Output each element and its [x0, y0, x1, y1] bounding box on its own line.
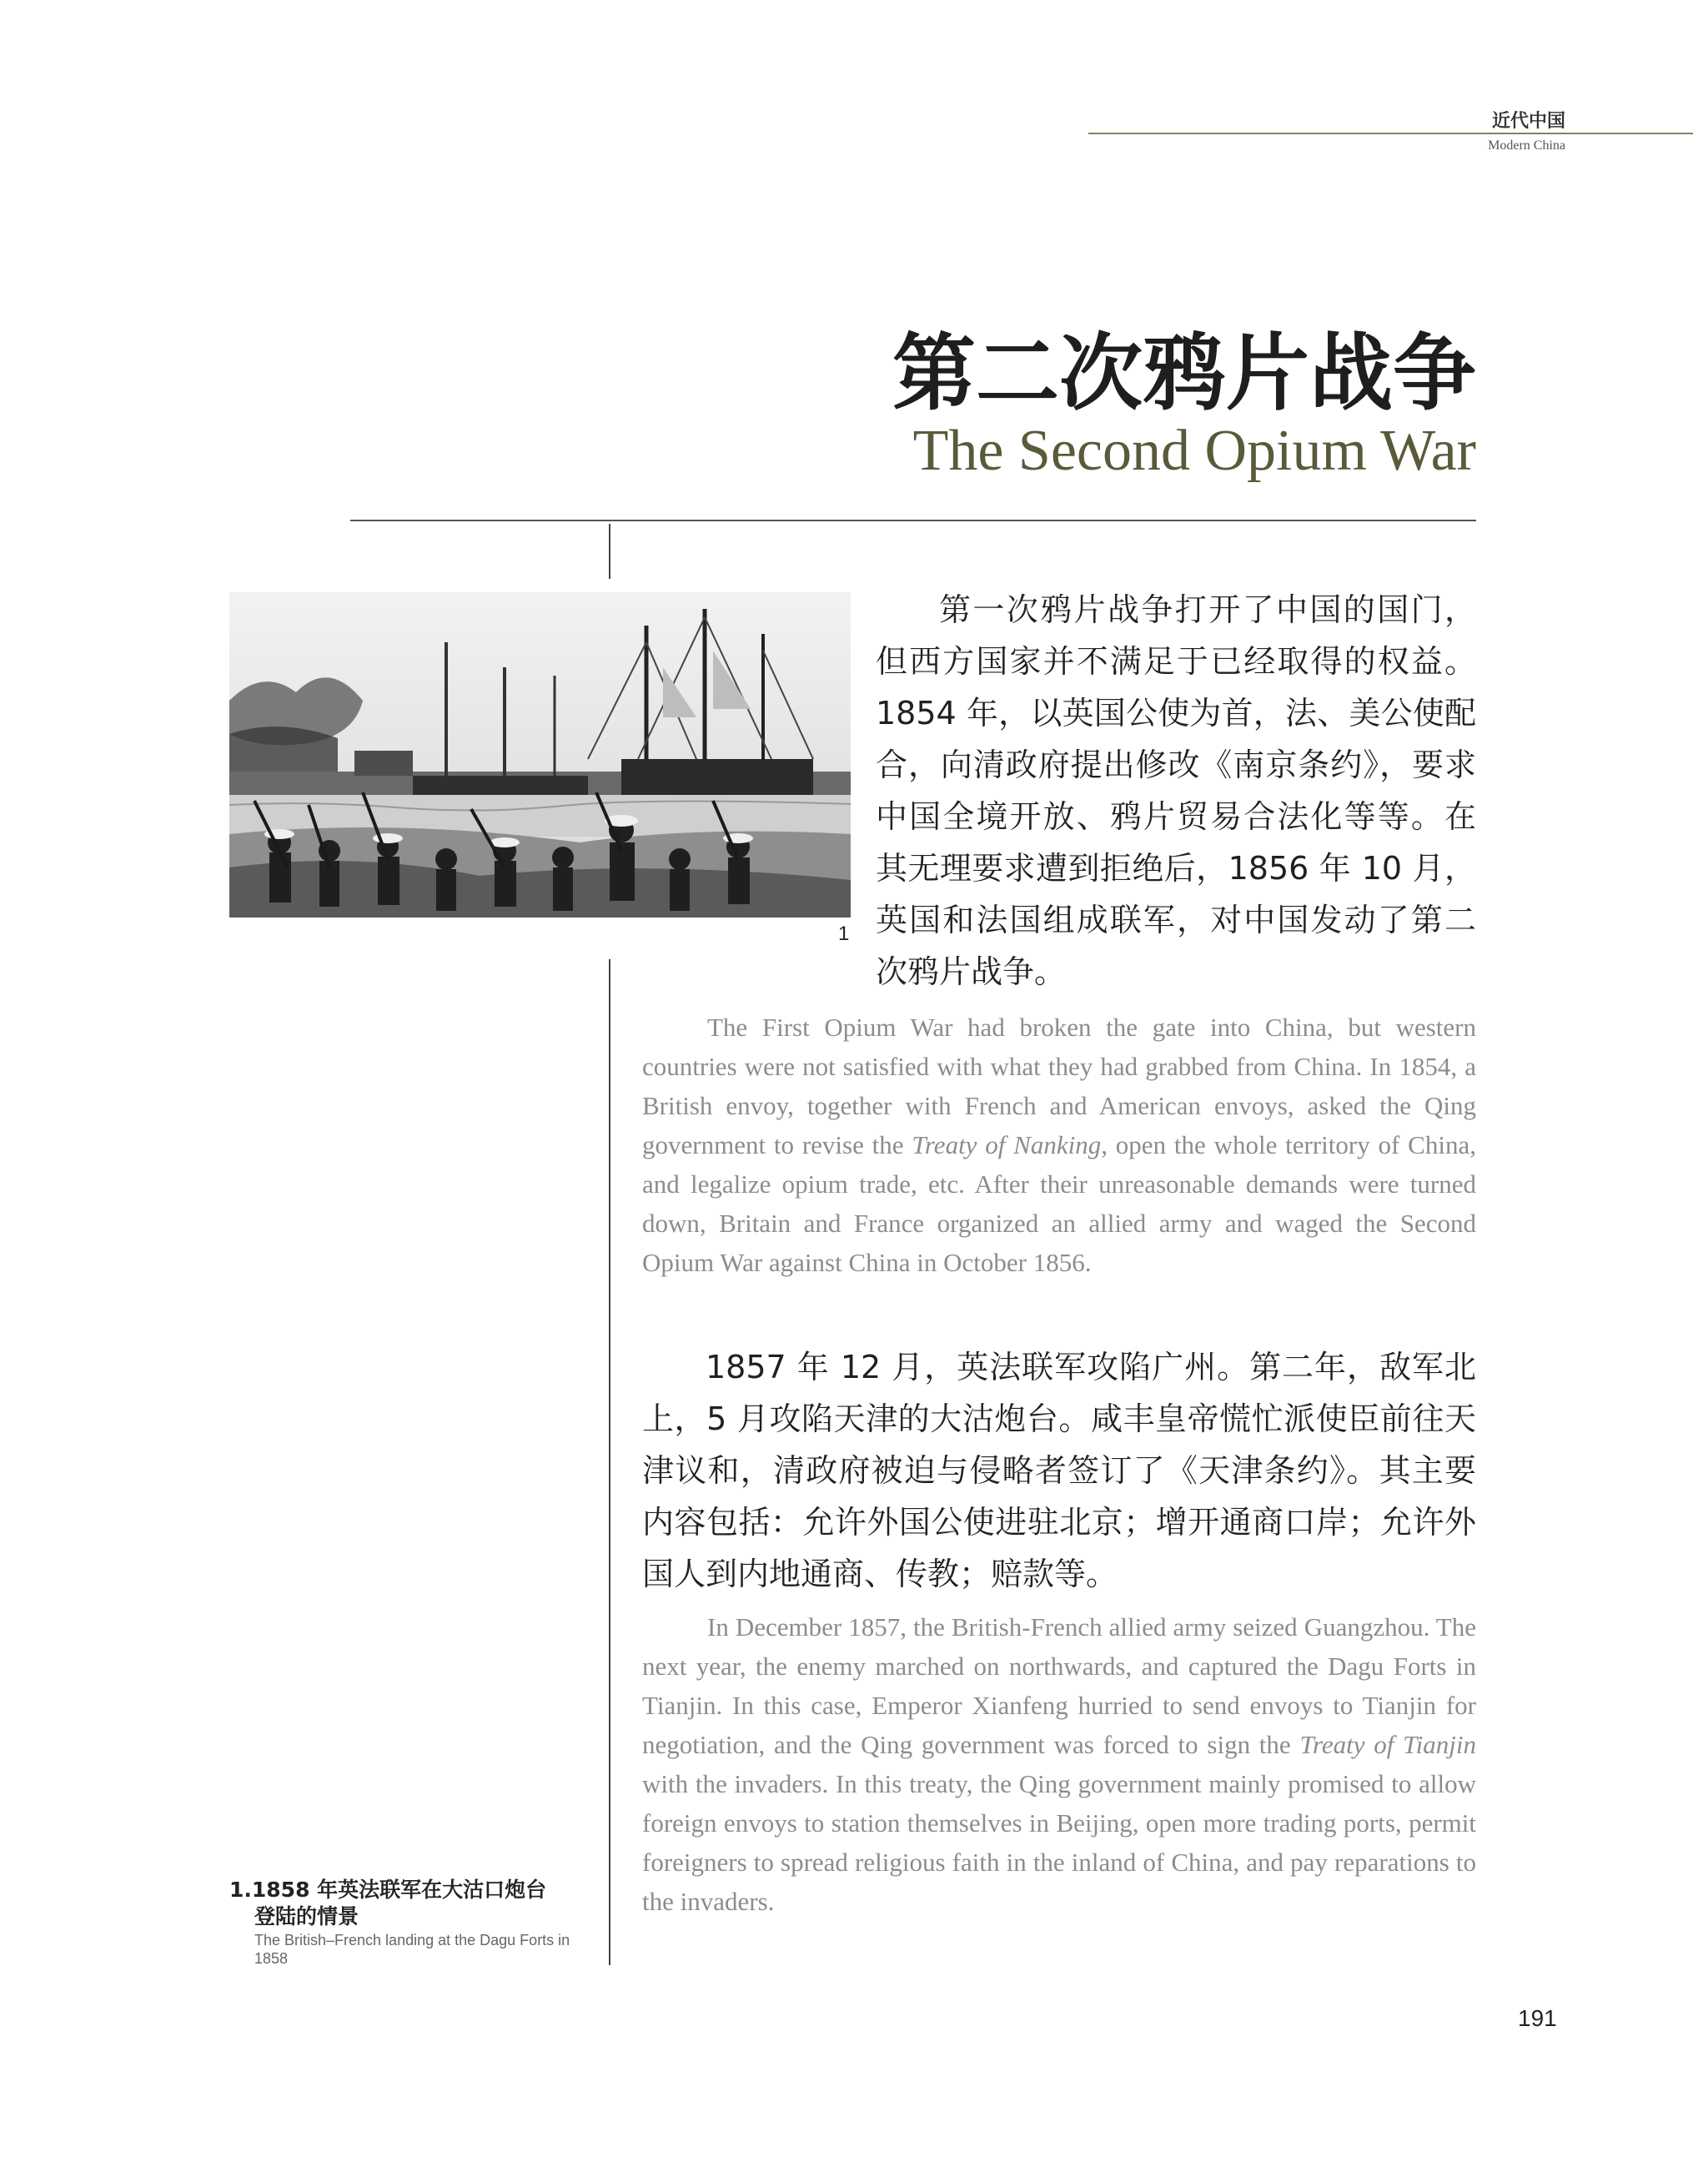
figure-illustration [229, 592, 851, 918]
paragraph-en-2 [642, 1607, 1476, 1921]
figure-caption-en: The British–French landing at the Dagu Forts in 1858 [254, 1932, 570, 1967]
page-number: 191 [1518, 2005, 1557, 2031]
paragraph-en-1 [642, 1008, 1476, 1282]
paragraph-en-1-part-b: , open the whole territory of China, and legalize opium trade, etc. After their unreasonable demands were turned down, Britain and France organized an allied army and waged the Second Opium War against China in October 1856. [642, 1130, 1476, 1277]
paragraph-zh-2: 1857 年 12 月，英法联军攻陷广州。第二年，敌军北上，5 月攻陷天津的大沽炮台。咸丰皇帝慌忙派使臣前往天津议和，清政府被迫与侵略者签订了《天津条约》。其主要内容包括：允许外国公使进驻北京；增开通商口岸；允许外国人到内地通商、传教；赔款等。 [642, 1349, 1476, 1592]
dagu-landing-illustration [229, 592, 851, 918]
running-header-en: Modern China [1488, 138, 1565, 153]
caption-zh-line-2: 登陆的情景 [254, 1904, 359, 1928]
caption-zh-line-1: 1.1858 年英法联军在大沽口炮台 [229, 1878, 547, 1902]
paragraph-zh-1: 第一次鸦片战争打开了中国的国门，但西方国家并不满足于已经取得的权益。1854 年，以英国公使为首，法、美公使配合，向清政府提出修改《南京条约》，要求中国全境开放、鸦片贸易合法化等等。在其无理要求遭到拒绝后，1856 年 10 月，英国和法国组成联军，对中国发动了第二次鸦片战争。 [876, 591, 1476, 990]
chapter-title-zh: 第二次鸦片战争 [892, 324, 1476, 422]
running-header-rule [1088, 133, 1693, 134]
running-header-zh: 近代中国 [1491, 110, 1565, 132]
treaty-of-tianjin: Treaty of Tianjin [1299, 1730, 1476, 1759]
chapter-title-en: The Second Opium War [912, 419, 1476, 483]
paragraph-en-1-part-a: The First Opium War had broken the gate into China, but western countries were not satisfied with what they had grabbed from China. In 1854, a British envoy, together with French and American envoys, asked the Qing government to revise the [642, 1013, 1476, 1159]
title-rule [350, 520, 1476, 521]
paragraph-en-2-part-b: with the invaders. In this treaty, the Qing government mainly promised to allow foreign envoys to station themselves in Beijing, open more trading ports, permit foreigners to spread religious faith in the inland of China, and pay reparations to the invaders. [642, 1769, 1476, 1916]
vertical-divider [609, 959, 610, 1965]
treaty-of-nanking: Treaty of Nanking [912, 1130, 1102, 1159]
figure-number: 1 [838, 923, 850, 945]
figure-caption-zh [229, 1877, 580, 1930]
vertical-divider-top [609, 524, 610, 579]
paragraph-en-2-part-a: In December 1857, the British-French allied army seized Guangzhou. The next year, the enemy marched on northwards, and captured the Dagu Forts in Tianjin. In this case, Emperor Xianfeng hurried to send envoys to Tianjin for negotiation, and the Qing government was forced to sign the [642, 1612, 1476, 1759]
